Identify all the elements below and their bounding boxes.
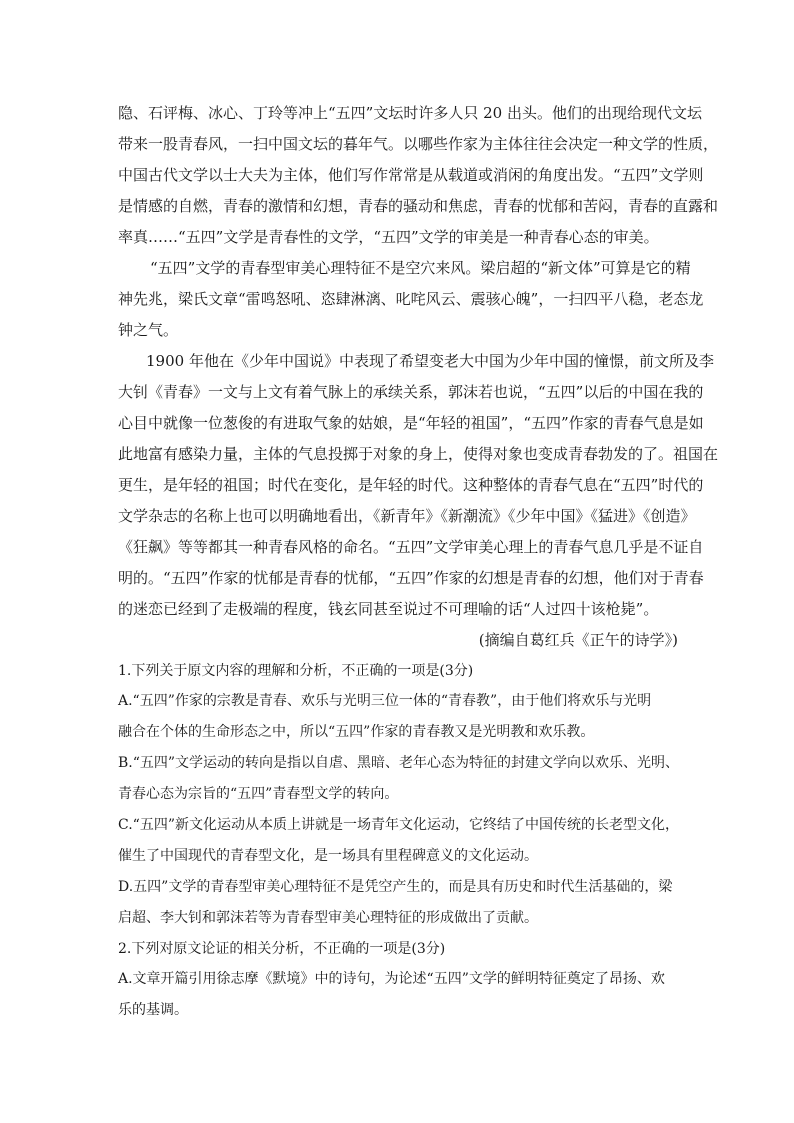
text-line: 心目中就像一位葱俊的有进取气象的姑娘，是“年轻的祖国”，“五四”作家的青春气息是如 bbox=[118, 414, 704, 432]
paragraph-1 bbox=[118, 98, 719, 253]
text-line: C.“五四”新文化运动从本质上讲就是一场青年文化运动，它终结了中国传统的长老型文化， bbox=[118, 817, 679, 833]
text-line: 大钊《青春》一文与上文有着气脉上的承续关系，郭沫若也说，“五四”以后的中国在我的 bbox=[118, 383, 704, 401]
text-line: 青春心态为宗旨的“五四”青春型文学的转向。 bbox=[118, 786, 399, 802]
source-citation: (摘编自葛红兵《正午的诗学》) bbox=[478, 631, 678, 649]
text-line: 是情感的自燃，青春的激情和幻想，青春的骚动和焦虑，青春的忧郁和苦闷，青春的直露和 bbox=[118, 197, 719, 215]
text-line: 启超、李大钊和郭沫若等为青春型审美心理特征的形成做出了贡献。 bbox=[118, 910, 538, 926]
document-page bbox=[118, 98, 719, 1026]
text-line: 神先兆，梁氏文章“雷鸣怒吼、恣肆淋漓、叱咤风云、震骇心魄”，一扫四平八稳，老态龙 bbox=[118, 290, 704, 308]
text-line: 乐的基调。 bbox=[118, 1002, 188, 1018]
text-line: 带来一股青春风，一扫中国文坛的暮年气。以哪些作家为主体往往会决定一种文学的性质， bbox=[118, 135, 719, 153]
text-line: A.文章开篇引用徐志摩《默境》中的诗句，为论述“五四”文学的鲜明特征奠定了昂扬、欢 bbox=[118, 971, 665, 987]
text-line: 中国古代文学以士大夫为主体，他们写作常常是从载道或消闲的角度出发。“五四”文学则 bbox=[118, 166, 704, 184]
question-1-option-b bbox=[118, 748, 678, 810]
question-2-stem: 2.下列对原文论证的相关分析，不正确的一项是(3分) bbox=[118, 941, 446, 957]
paragraph-3 bbox=[118, 346, 719, 625]
text-line: 的迷恋已经到了走极端的程度，钱玄同甚至说过不可理喻的话“人过四十该枪毙”。 bbox=[118, 600, 659, 618]
text-line: B.“五四”文学运动的转向是指以自虐、黑暗、老年心态为特征的封建文学向以欢乐、光明、 bbox=[118, 755, 680, 771]
text-line: D.五四”文学的青春型审美心理特征不是凭空产生的，而是具有历史和时代生活基础的，梁 bbox=[118, 879, 673, 895]
text-line: 率真……“五四”文学是青春性的文学，“五四”文学的审美是一种青春心态的审美。 bbox=[118, 228, 659, 246]
question-1-option-a bbox=[118, 686, 678, 748]
question-1-option-c bbox=[118, 810, 678, 872]
question-1-option-d bbox=[118, 872, 678, 934]
question-2-option-a bbox=[118, 964, 678, 1026]
paragraph-2 bbox=[118, 253, 704, 346]
text-line: 更生，是年轻的祖国；时代在变化，是年轻的时代。这种整体的青春气息在“五四”时代的 bbox=[118, 476, 704, 494]
question-1-stem: 1.下列关于原文内容的理解和分析，不正确的一项是(3分) bbox=[118, 663, 474, 679]
text-line: 隐、石评梅、冰心、丁玲等冲上“五四”文坛时许多人只 20 出头。他们的出现给现代文坛 bbox=[118, 104, 702, 122]
text-line: 催生了中国现代的青春型文化，是一场具有里程碑意义的文化运动。 bbox=[118, 848, 538, 864]
text-line: “五四”文学的青春型审美心理特征不是空穴来风。梁启超的“新文体”可算是它的精 bbox=[150, 259, 691, 277]
text-line: 1900 年他在《少年中国说》中表现了希望变老大中国为少年中国的憧憬，前文所及李 bbox=[146, 352, 714, 370]
text-line: 融合在个体的生命形态之中，所以“五四”作家的青春教又是光明教和欢乐教。 bbox=[118, 724, 595, 740]
text-line: 文学杂志的名称上也可以明确地看出，《新青年》《新潮流》《少年中国》《猛进》《创造》 bbox=[118, 507, 696, 525]
text-line: 明的。“五四”作家的忧郁是青春的忧郁，“五四”作家的幻想是青春的幻想，他们对于青春 bbox=[118, 569, 704, 587]
text-line: A.“五四”作家的宗教是青春、欢乐与光明三位一体的“青春教”，由于他们将欢乐与光明 bbox=[118, 693, 652, 709]
text-line: 此地富有感染力量，主体的气息投掷于对象的身上，使得对象也变成青春勃发的了。祖国在 bbox=[118, 445, 719, 463]
text-line: 钟之气。 bbox=[118, 321, 179, 339]
text-line: 《狂飙》等等都其一种青春风格的命名。“五四”文学审美心理上的青春气息几乎是不证自 bbox=[118, 538, 704, 556]
